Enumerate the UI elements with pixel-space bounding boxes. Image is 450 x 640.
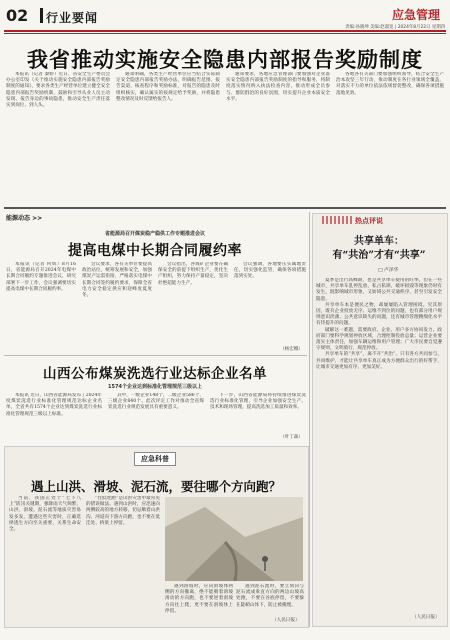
shanxi-column-2: [108, 393, 204, 439]
shanxi-column-1: [6, 393, 102, 439]
energy-editor: （杨宏娜）: [280, 347, 303, 352]
energy-subtitle: 省能源局召开煤炭稳产稳供工作专题推进会议: [104, 231, 205, 237]
energy-column-1: [6, 262, 76, 348]
newspaper-brand: 应急管理: [392, 8, 441, 22]
commentary-body: [316, 278, 442, 613]
commentary-title-line1: 共享单车：: [354, 236, 404, 247]
lead-column-1: [6, 72, 110, 204]
lead-column-4: [336, 72, 444, 204]
commentary-paragraph: 夏季是出行高峰期，也是共享单车使用的旺季。但在一些城市，共享单车乱停乱放、私占私锁、破坏损毁等现象仍时有发生，既影响城市形象，又妨碍公共交通秩序，甚至引发安全隐患。: [316, 278, 442, 302]
lead-headline: 我省推动实施安全隐患内部报告奖励制度: [27, 47, 423, 72]
science-tag: 应急科普: [134, 452, 176, 466]
commentary-label: 热点评说: [355, 217, 383, 225]
science-headline: 遇上山洪、滑坡、泥石流，要往哪个方向跑？: [30, 479, 281, 494]
shanxi-editor: （叶丁森）: [280, 435, 303, 440]
lead-paragraph: 本报讯（记者 秦娇）近日，省安全生产委员会办公室印发《关于推动实施安全隐患内部报告奖励制度的通知》，要求各类生产经营单位建立健全安全隐患内部报告奖励机制，鼓励和引导从业人员主动发现、报告身边的事故隐患，推动安全生产责任落实到岗位、到人头。: [6, 72, 110, 109]
issue-meta: 责编:孙晓坤 美编:赵淑宽 | 2024年8月22日 星期四: [345, 25, 445, 30]
commentary-editor: （人民日报）: [412, 615, 440, 620]
energy-tag: 能源动态 >>: [6, 215, 43, 222]
science-column-2: [86, 496, 160, 622]
shanxi-paragraph: 下一步，山西省能源局将持续推进煤炭洗选行业标准化管理，引导企业加强安全生产、技术和现场管理，提高洗选加工质量和效率。: [210, 393, 306, 411]
energy-headline: 提高电煤中长期合同履约率: [68, 243, 242, 259]
science-paragraph: “往低处跑”是山洪灾害中最常见的错误做法。遇到山洪时，应迅速向两侧较高的地方转移，切忌顺着山洪沟、河道向下游方向跑，也不要在低洼处、桥梁上停留。: [86, 496, 160, 526]
energy-column-3: [158, 262, 228, 348]
science-paragraph: 遇到滑坡时，应向滑坡体两侧的方向撤离，绝不能朝着滑坡滑动的方向跑，也不要逆着滑坡方向往上爬，更不要在滑坡体上停留。: [165, 584, 233, 614]
section-divider: [4, 355, 307, 356]
shanxi-column-3: [210, 393, 306, 433]
section-marker: [40, 8, 43, 23]
commentary-paragraph: 共享单车本是便民之物，却屡屡陷入管理困境。究其原因，既有企业投放无序、运维不到位的问题，也有部分用户规则意识淡薄、公共意识缺失的问题，还有城市管理精细化水平有待提升的问题。: [316, 302, 442, 327]
commentary-paragraph: 共享单车的“共享”，离不开“共治”。只有各方共同参与、共同维护，才能让共享单车真正成为方便群众出行的好帮手，让城市交通更加有序、更加美好。: [316, 352, 442, 370]
energy-column-2: [82, 262, 152, 348]
science-column-1: [9, 496, 81, 622]
shanxi-headline: 山西公布煤炭洗选行业达标企业名单: [43, 366, 267, 382]
illustration-image: [165, 497, 303, 581]
commentary-paragraph: 破解这一难题，需要政府、企业、用户多方协同发力。政府部门要科学规划停放区域，合理控制投放总量；运营企业要落实主体责任，加强车辆运维和用户管理；广大市民要自觉遵守规则，文明骑行、规范停放。: [316, 327, 442, 352]
page-number: 02: [6, 6, 29, 25]
header-rule: [4, 30, 446, 32]
energy-paragraph: 会议要求，各有关单位要提高政治站位，统筹发展和安全，加强煤炭产运需衔接，严格落实电煤中长期合同签约履约要求，保障全省电力安全稳定供应和迎峰度夏度冬。: [82, 262, 152, 299]
science-column-4: [236, 584, 304, 616]
section-divider: [4, 207, 446, 209]
landslide-illustration: [165, 497, 303, 581]
decorative-stripes: [322, 216, 352, 224]
science-paragraph: 遇到泥石流时，要立刻向与泥石流成垂直方向的两边山坡高处跑，不要在谷底停留，不要躲在陡峭山体下，防止被掩埋。: [236, 584, 304, 608]
energy-paragraph: 本报讯（记者 何辉）8月16日，省能源局召开2024年电煤中长期合同履约专题推进会议，研究部署下一步工作，会议强调要切实提高电煤中长期合同履约率。: [6, 262, 76, 292]
header-rule-thin: [4, 33, 446, 34]
shanxi-subtitle: 1574个企业达到标准化管理规范三级以上: [108, 384, 202, 390]
lead-paragraph: 通知要求，各地应急管理部门要加强对企业落实安全隐患内部报告奖励制度的指导和服务，将制度落实情况纳入执法检查内容，推动形成全员参与、群防群治的良好氛围，切实提升企业本质安全水平。: [226, 72, 330, 102]
lead-column-2: [116, 72, 220, 204]
lead-paragraph: 通知明确，各类生产经营单位应当结合实际制定安全隐患内部报告奖励办法，明确报告范围、报告渠道、核查程序和奖励标准，对报告的隐患及时组织核实，确认属实的按规定给予奖励，并将隐患整改情况及时反馈给报告人。: [116, 72, 220, 102]
energy-paragraph: 会议强调，各地要压实属地责任，切实强化监管，确保各项措施落到实处。: [234, 262, 306, 280]
commentary-title-line2: 有“共治”才有“共享”: [332, 250, 426, 261]
science-paragraph: 当前，我国正处于“七下八上”防汛关键期，强降雨天气频繁，山洪、滑坡、泥石流等地质灾害易发多发。遭遇这些灾害时，正确选择逃生方向至关重要，关系生命安全。: [9, 496, 81, 533]
page-header: [0, 0, 450, 36]
shanxi-paragraph: 本报讯 近日，山西省能源局发布了2024年度煤炭洗选行业标准化管理规范达标企业名单，全省共有1574个企业达到煤炭洗选行业标准化管理规范三级以上标准。: [6, 393, 102, 417]
section-title: 行业要闻: [46, 11, 99, 25]
energy-column-4: [234, 262, 306, 342]
science-column-3: [165, 584, 233, 622]
shanxi-paragraph: 其中，一级企业148个，二级企业586个，三级企业840个。此次评定工作对推动全省煤炭洗选行业规范发展具有重要意义。: [108, 393, 204, 411]
commentary-author: □ 卢泽华: [378, 268, 399, 273]
column-divider: [309, 212, 310, 627]
lead-column-3: [226, 72, 330, 204]
lead-paragraph: 各地各有关部门要加强组织领导，结合安全生产治本攻坚三年行动，推动制度在各行业领域全覆盖，对落实不力的单位依法依规督促整改，确保各项措施落地见效。: [336, 72, 444, 96]
science-editor: （人民日报）: [272, 618, 300, 623]
energy-paragraph: 会议指出，各煤矿企业要在确保安全的前提下组织生产，优化生产组织，努力保持产量稳定，坚决杜绝超能力生产。: [158, 262, 228, 286]
